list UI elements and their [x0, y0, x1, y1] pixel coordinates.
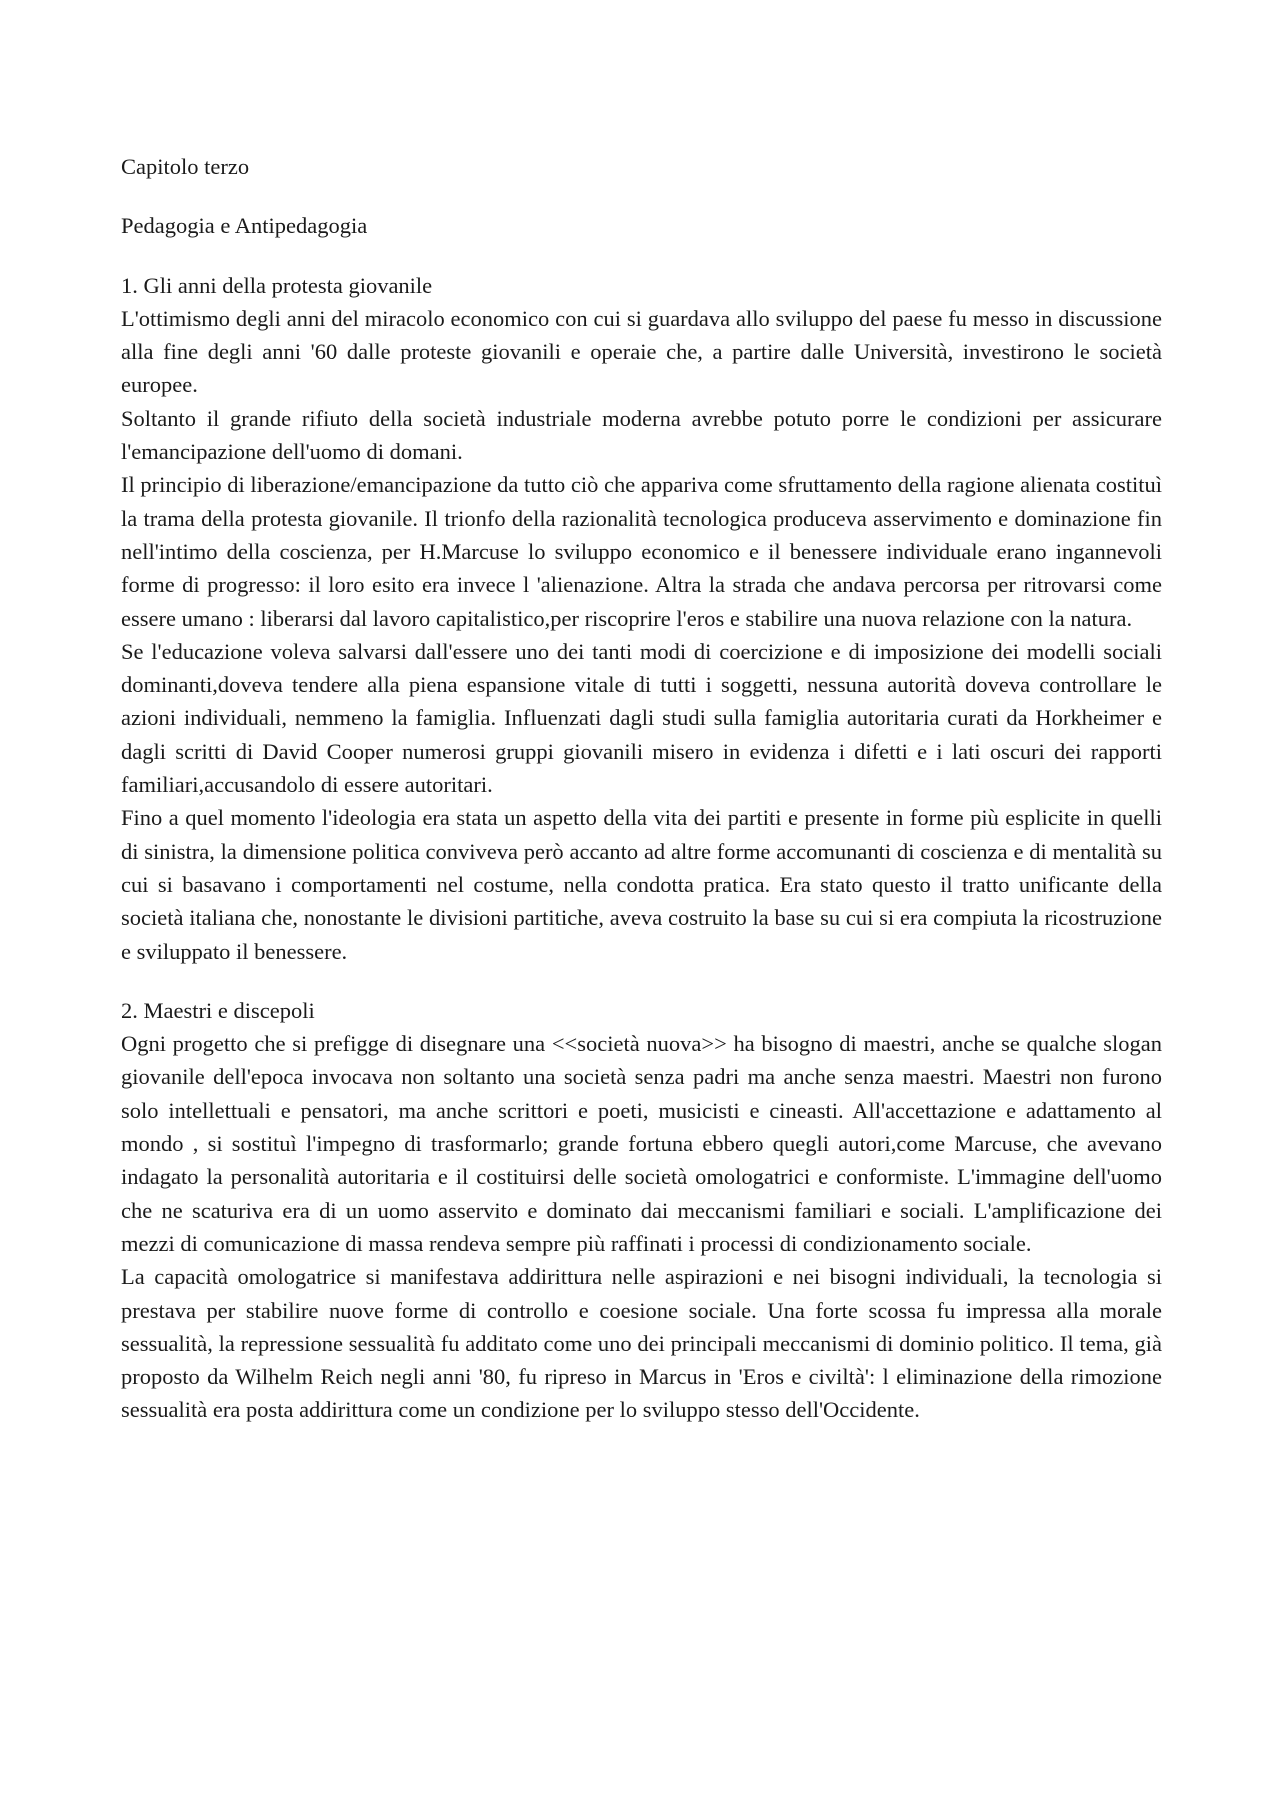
paragraph: L'ottimismo degli anni del miracolo economico con cui si guardava allo sviluppo del paese fu messo in discussione alla fine degli anni '60 dalle proteste giovanili e operaie che, a partire dalle Università, investirono le società europee.	[121, 305, 1162, 398]
chapter-title: Pedagogia e Antipedagogia	[121, 213, 368, 239]
paragraph: Soltanto il grande rifiuto della società industriale moderna avrebbe potuto porre le condizioni per assicurare l'emancipazione dell'uomo di domani.	[121, 405, 1162, 465]
paragraph: Ogni progetto che si prefigge di disegnare una <<società nuova>> ha bisogno di maestri, anche se qualche slogan giovanile dell'epoca invocava non soltanto una società senza padri ma anche senza maestri. Maestri non furono solo intellettuali e pensatori, ma anche scrittori e poeti, musicisti e cineasti. All'accettazione e adattamento al mondo , si sostituì l'impegno di trasformarlo; grande fortuna ebbero quegli autori,come Marcuse, che avevano indagato la personalità autoritaria e il costituirsi delle società omologatrici e conformiste. L'immagine dell'uomo che ne scaturiva era di un uomo asservito e dominato dai meccanismi familiari e sociali. L'amplificazione dei mezzi di comunicazione di massa rendeva sempre più raffinati i processi di condizionamento sociale.	[121, 1031, 1162, 1256]
paragraph: Se l'educazione voleva salvarsi dall'essere uno dei tanti modi di coercizione e di imposizione dei modelli sociali dominanti,doveva tendere alla piena espansione vitale di tutti i soggetti, nessuna autorità doveva controllare le azioni individuali, nemmeno la famiglia. Influenzati dagli studi sulla famiglia autoritaria curati da Horkheimer e dagli scritti di David Cooper numerosi gruppi giovanili misero in evidenza i difetti e i lati oscuri dei rapporti familiari,accusandolo di essere autoritari.	[121, 638, 1162, 798]
document-body	[121, 150, 1162, 1427]
chapter-label: Capitolo terzo	[121, 154, 250, 179]
paragraph: La capacità omologatrice si manifestava addirittura nelle aspirazioni e nei bisogni individuali, la tecnologia si prestava per stabilire nuove forme di controllo e coesione sociale. Una forte scossa fu impressa alla morale sessualità, la repressione sessualità fu additato come uno dei principali meccanismi di dominio politico. Il tema, già proposto da Wilhelm Reich negli anni '80, fu ripreso in Marcus in 'Eros e civiltà': l eliminazione della rimozione sessualità era posta addirittura come un condizione per lo sviluppo stesso dell'Occidente.	[121, 1264, 1162, 1423]
section-heading-1: 1. Gli anni della protesta giovanile	[121, 272, 433, 298]
paragraph: Fino a quel momento l'ideologia era stata un aspetto della vita dei partiti e presente in forme più esplicite in quelli di sinistra, la dimensione politica conviveva però accanto ad altre forme accomunanti di coscienza e di mentalità su cui si basavano i comportamenti nel costume, nella condotta pratica. Era stato questo il tratto unificante della società italiana che, nonostante le divisioni partitiche, aveva costruito la base su cui si era compiuta la ricostruzione e sviluppato il benessere.	[121, 805, 1162, 964]
paragraph: Il principio di liberazione/emancipazione da tutto ciò che appariva come sfruttamento della ragione alienata costituì la trama della protesta giovanile. Il trionfo della razionalità tecnologica produceva asservimento e dominazione fin nell'intimo della coscienza, per H.Marcuse lo sviluppo economico e il benessere individuale erano ingannevoli forme di progresso: il loro esito era invece l 'alienazione. Altra la strada che andava percorsa per ritrovarsi come essere umano : liberarsi dal lavoro capitalistico,per riscoprire l'eros e stabilire una nuova relazione con la natura.	[121, 472, 1162, 631]
section-heading-2: 2. Maestri e discepoli	[121, 997, 315, 1023]
